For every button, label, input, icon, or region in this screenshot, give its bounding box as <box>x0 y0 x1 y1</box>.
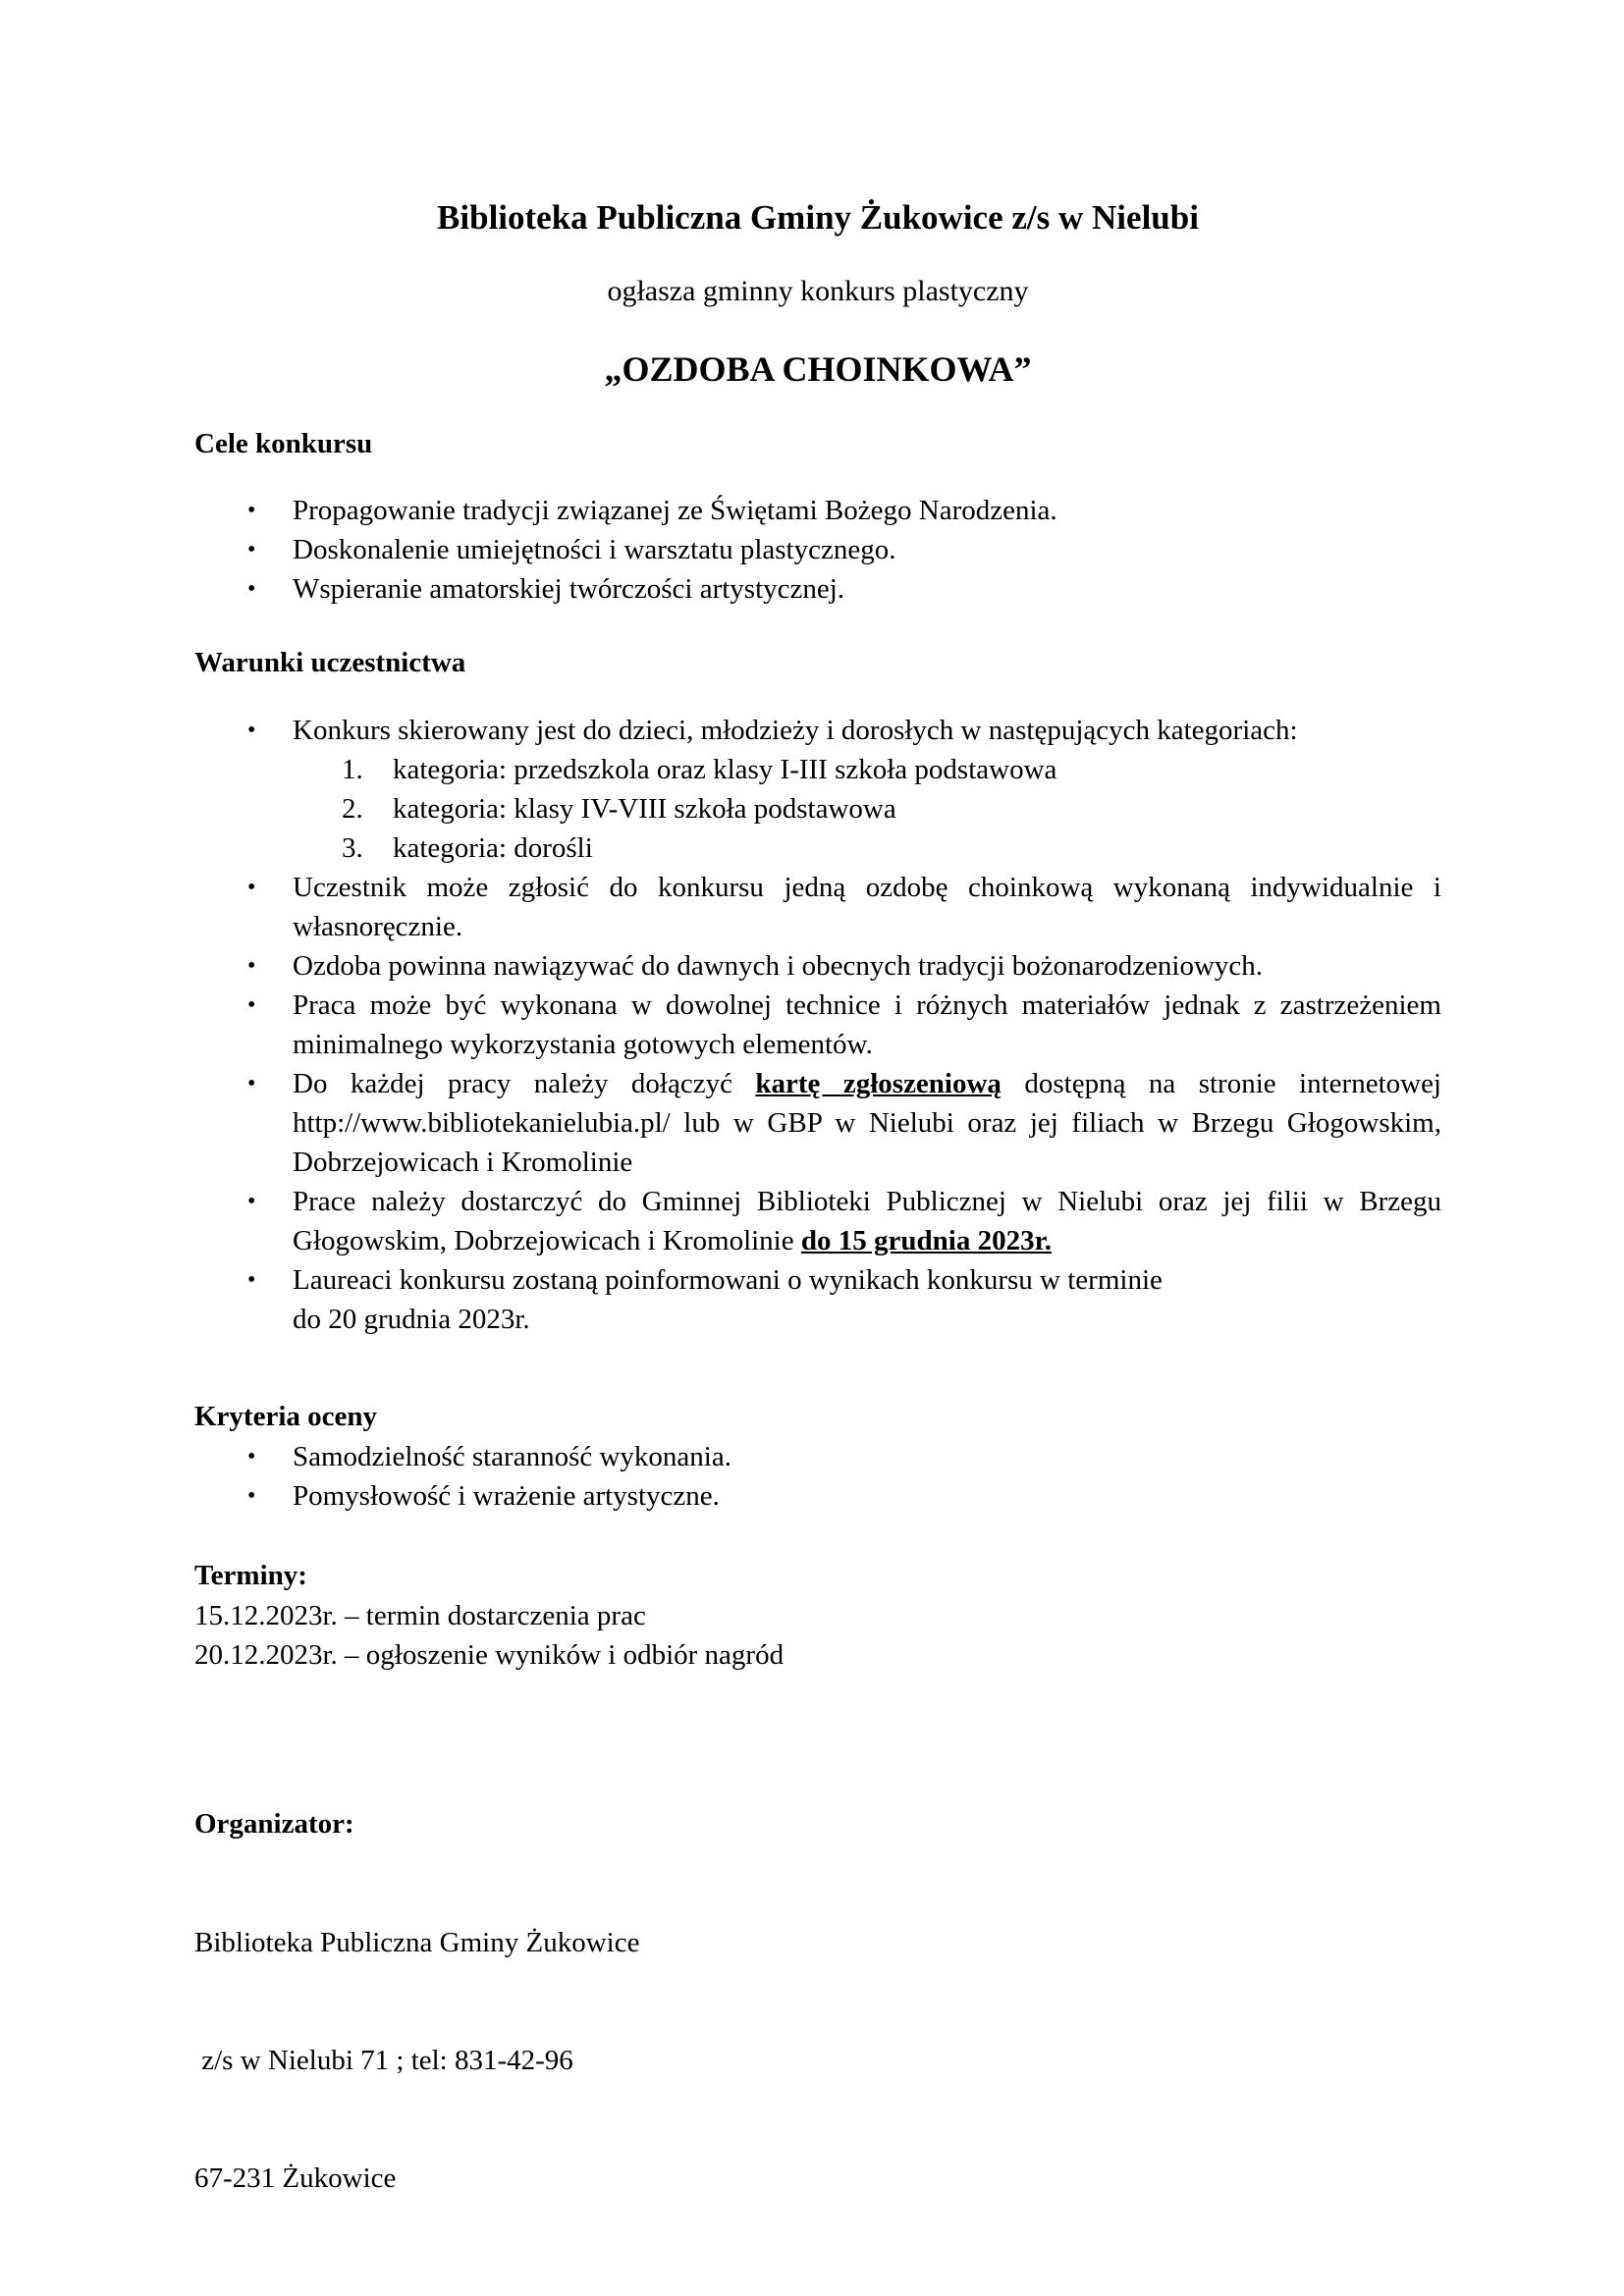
list-item: • Samodzielność staranność wykonania. <box>194 1437 1441 1476</box>
list-item: • Praca może być wykonana w dowolnej technice i różnych materiałów jednak z zastrzeżeniem minimalnego wykorzystania gotowych elementów. <box>194 986 1441 1064</box>
list-item: • Pomysłowość i wrażenie artystyczne. <box>194 1476 1441 1516</box>
list-item: • Propagowanie tradycji związanej ze Świętami Bożego Narodzenia. <box>194 491 1441 530</box>
organizer-line: z/s w Nielubi 71 ; tel: 831-42-96 <box>194 2045 573 2076</box>
categories-list <box>293 750 1441 868</box>
form-text-before: Do każdej pracy należy dołączyć <box>293 1068 732 1099</box>
document-subtitle: ogłasza gminny konkurs plastyczny <box>607 275 1029 307</box>
category-text: kategoria: przedszkola oraz klasy I-III szkoła podstawowa <box>393 754 1057 785</box>
organizer-line: 67-231 Żukowice <box>194 2163 397 2194</box>
contest-name: „OZDOBA CHOINKOWA” <box>604 349 1032 389</box>
goals-heading: Cele konkursu <box>194 428 373 459</box>
list-item: • Wspieranie amatorskiej twórczości artystycznej. <box>194 569 1441 609</box>
category-item <box>293 789 1441 828</box>
winners-date: do 20 grudnia 2023r. <box>293 1304 530 1335</box>
criteria-heading: Kryteria oceny <box>194 1401 378 1432</box>
date-line: 15.12.2023r. – termin dostarczenia prac <box>194 1600 646 1631</box>
date-line: 20.12.2023r. – ogłoszenie wyników i odbiór nagród <box>194 1639 785 1671</box>
category-number: 2. <box>342 793 363 825</box>
conditions-heading: Warunki uczestnictwa <box>194 647 466 678</box>
organizer-heading: Organizator: <box>194 1808 354 1840</box>
document-page <box>194 0 1441 2296</box>
list-item <box>194 1182 1441 1260</box>
delivery-deadline: do 15 grudnia 2023r. <box>800 1225 1053 1256</box>
category-text: kategoria: dorośli <box>393 832 593 864</box>
delivery-text: Prace należy dostarczyć do Gminnej Biblioteki Publicznej w Nielubi oraz jej filii w Brzegu Głogowskim, Dobrzejowicach i Kromolinie <box>293 1186 1441 1256</box>
application-form-link[interactable]: kartę zgłoszeniową <box>755 1068 1001 1099</box>
dates-list <box>194 1596 1441 1675</box>
document-title: Biblioteka Publiczna Gminy Żukowice z/s w Nielubi <box>437 198 1199 237</box>
organizer-line: Biblioteka Publiczna Gminy Żukowice <box>194 1927 640 1958</box>
organizer-address <box>194 1844 1441 2276</box>
category-text: kategoria: klasy IV-VIII szkoła podstawowa <box>393 793 896 825</box>
conditions-list <box>194 711 1441 1339</box>
dates-heading: Terminy: <box>194 1560 307 1591</box>
category-item <box>293 828 1441 868</box>
list-item: • Ozdoba powinna nawiązywać do dawnych i obecnych tradycji bożonarodzeniowych. <box>194 946 1441 986</box>
category-number: 1. <box>342 754 363 785</box>
list-item <box>194 1064 1441 1182</box>
category-number: 3. <box>342 832 363 864</box>
list-item: • Doskonalenie umiejętności i warsztatu plastycznego. <box>194 530 1441 569</box>
conditions-intro: Konkurs skierowany jest do dzieci, młodzieży i dorosłych w następujących kategoriach: <box>293 715 1298 746</box>
list-item <box>194 711 1441 868</box>
category-item <box>293 750 1441 789</box>
list-item: • Uczestnik może zgłosić do konkursu jedną ozdobę choinkową wykonaną indywidualnie i własnoręcznie. <box>194 868 1441 946</box>
winners-text: • Laureaci konkursu zostaną poinformowani o wynikach konkursu w terminie <box>293 1264 1163 1296</box>
list-item <box>194 1260 1441 1339</box>
goals-list <box>194 491 1441 609</box>
form-text-after: dostępną na stronie internetowej http://www.bibliotekanielubia.pl/ lub w GBP w Nielubi oraz jej filiach w Brzegu Głogowskim, Dobrzejowicach i Kromolinie <box>293 1068 1441 1178</box>
criteria-list <box>194 1437 1441 1516</box>
